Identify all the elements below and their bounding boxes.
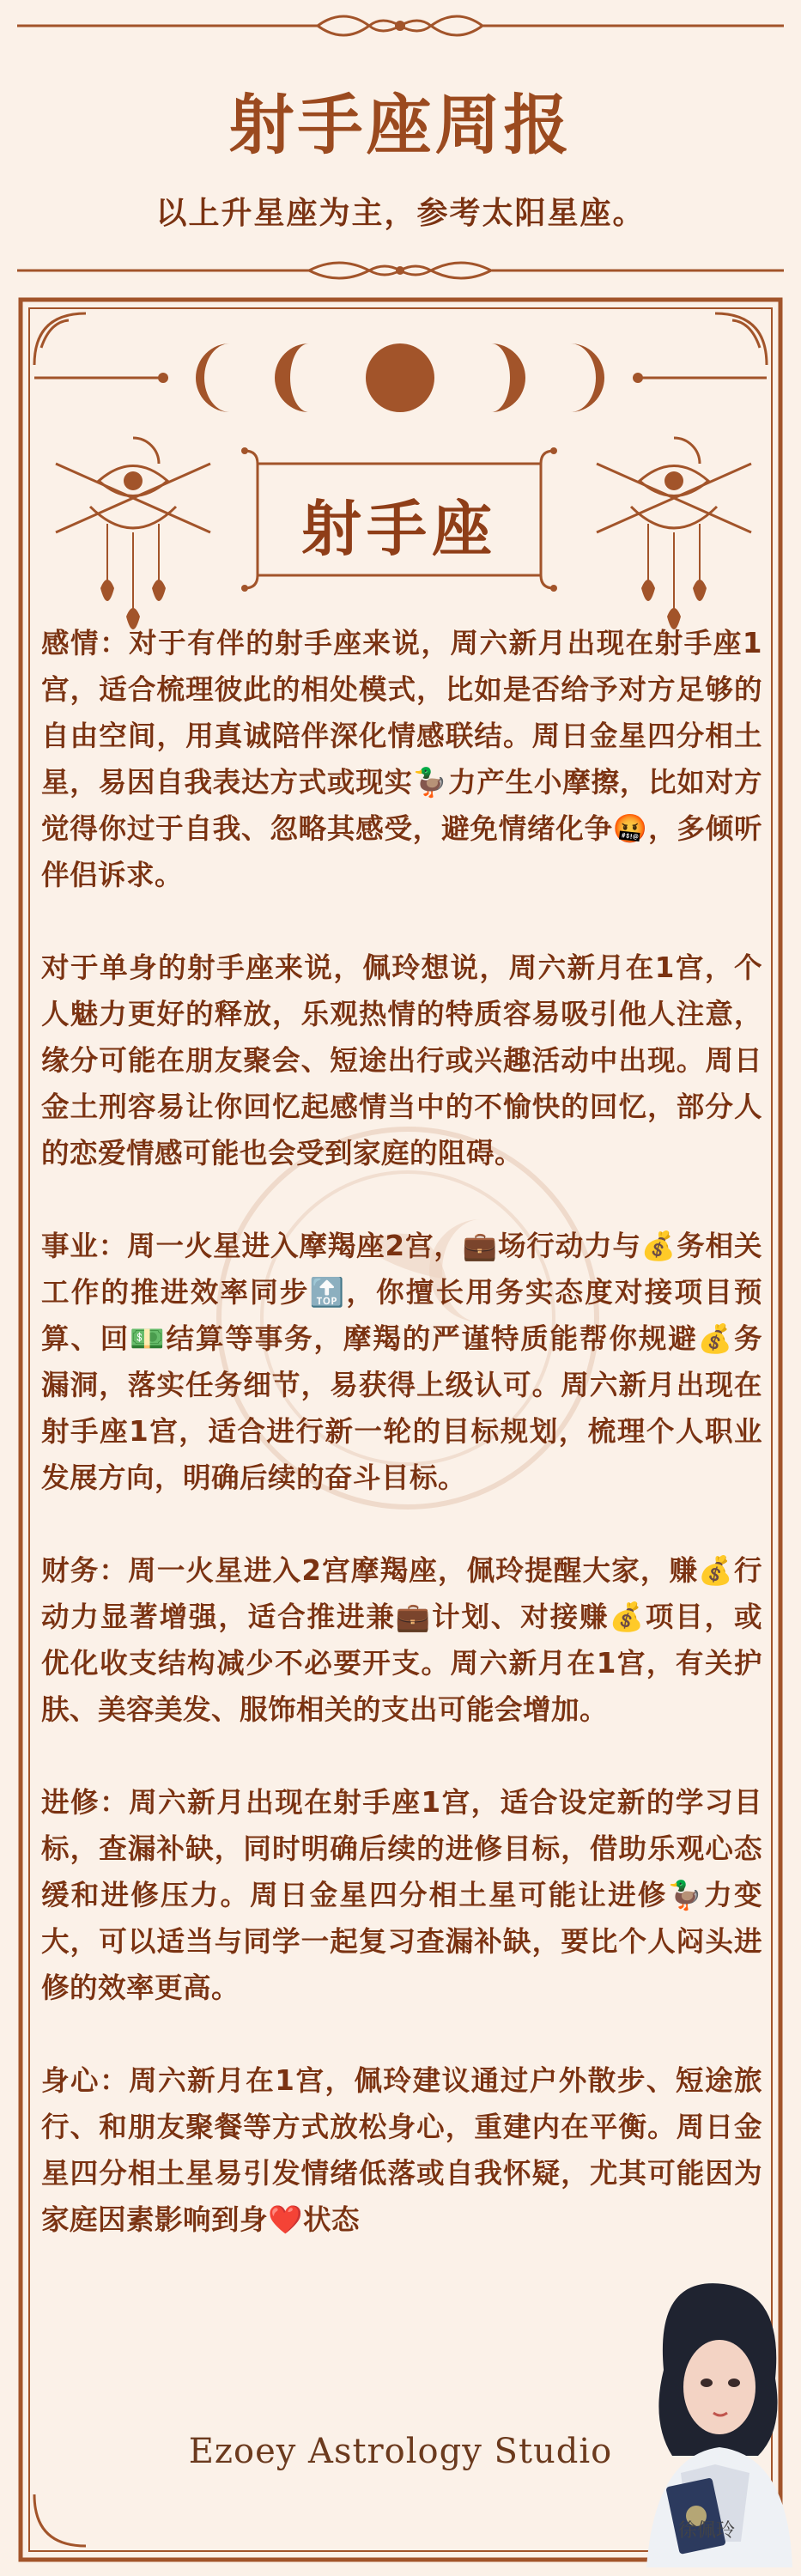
forecast-content [41, 620, 762, 2289]
signature: 徐佩玲 [678, 2520, 736, 2542]
eye-charm-icon [47, 429, 219, 635]
page-subtitle: 以上升星座为主，参考太阳星座。 [155, 196, 646, 231]
divider-ornament [0, 253, 801, 288]
paragraph-finance: 财务：周一火星进入2宫摩羯座，佩玲提醒大家，赚💰行动力显著增强，适合推进兼💼计划、对接赚💰项目，或优化收支结构减少不必要开支。周六新月在1宫，有关护肤、美容美发、服饰相关的支出可能会增加。 [41, 1554, 762, 1726]
paragraph-love-singles: 对于单身的射手座来说，佩玲想说，周六新月在1宫，个人魅力更好的释放，乐观热情的特质容易吸引他人注意，缘分可能在朋友聚会、短途出行或兴趣活动中出现。周日金土刑容易让你回忆起感情当中的不愉快的回忆，部分人的恋爱情感可能也会受到家庭的阻碍。 [41, 951, 762, 1170]
page-title: 射手座周报 [228, 87, 573, 163]
eye-charm-icon [588, 429, 760, 635]
moon-phases-icon [0, 331, 801, 425]
paragraph-study: 进修：周六新月出现在射手座1宫，适合设定新的学习目标，查漏补缺，同时明确后续的进修目标，借助乐观心态缓和进修压力。周日金星四分相土星可能让进修🦆力变大，可以适当与同学一起复习查漏补缺，要比个人闷头进修的效率更高。 [41, 1786, 762, 2004]
studio-name: Ezoey Astrology Studio [188, 2432, 613, 2471]
top-ornament [0, 0, 801, 52]
paragraph-love-couples: 感情：对于有伴的射手座来说，周六新月出现在射手座1宫，适合梳理彼此的相处模式，比如是否给予对方足够的自由空间，用真诚陪伴深化情感联结。周日金星四分相土星，易因自我表达方式或现实🦆力产生小摩擦，比如对方觉得你过于自我、忽略其感受，避免情绪化争🤬，多倾听伴侣诉求。 [41, 627, 762, 891]
sign-name: 射手座 [301, 493, 497, 564]
paragraph-career: 事业：周一火星进入摩羯座2宫，💼场行动力与💰务相关工作的推进效率同步🔝，你擅长用务实态度对接项目预算、回💵结算等事务，摩羯的严谨特质能帮你规避💰务漏洞，落实任务细节，易获得上级认可。周六新月出现在射手座1宫，适合进行新一轮的目标规划，梳理个人职业发展方向，明确后续的奋斗目标。 [41, 1230, 762, 1494]
paragraph-health: 身心：周六新月在1宫，佩玲建议通过户外散步、短途旅行、和朋友聚餐等方式放松身心，重建内在平衡。周日金星四分相土星易引发情绪低落或自我怀疑，尤其可能因为家庭因素影响到身❤️状态 [41, 2064, 762, 2236]
